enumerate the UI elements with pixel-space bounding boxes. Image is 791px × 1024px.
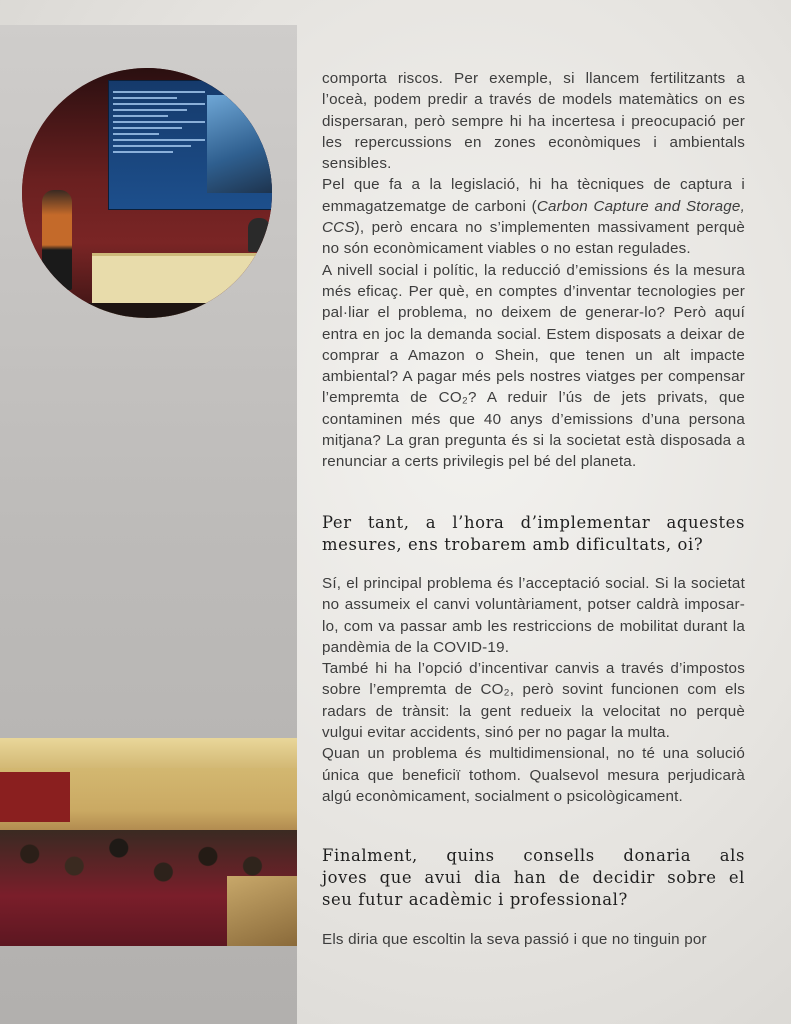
article-text-block-1 — [322, 68, 745, 473]
conference-photo — [22, 68, 272, 318]
paragraph: A nivell social i polític, la reducció d’emissions és la mesura més eficaç. Per què, en comptes d’inventar tecnologies per pal·liar el problema, no deixem de generar-lo? Però aquí entra en joc la demanda social. Estem disposats a deixar de comprar a Amazon o Shein, que tenen un alt impacte ambiental? A pagar més pels nostres viatges per compensar l’empremta de CO₂? A reduir l’ús de jets privats, que contaminen més que 40 anys d’emissions d’una persona mitjana? La gran pregunta és si la societat està disposada a renunciar a certs privilegis pel bé del planeta. — [322, 261, 745, 471]
article-text-block-2 — [322, 573, 745, 807]
auditorium-photo — [0, 738, 297, 946]
interview-question: Finalment, quins consells donaria als joves que avui dia han de decidir sobre el seu futur acadèmic i professional? — [322, 846, 745, 909]
paragraph: Els diria que escoltin la seva passió i que no tinguin por — [322, 931, 707, 948]
interview-question: Per tant, a l’hora d’implementar aquestes mesures, ens trobarem amb dificultats, oi? — [322, 513, 745, 554]
paragraph: comporta riscos. Per exemple, si llancem fertilitzants a l’oceà, podem predir a través de models matemàtics on es dispersaran, però sempre hi ha incertesa i preocupació per les repercussions en zones econòmiques i ambientals sensibles. — [322, 70, 745, 173]
article-text-block-3 — [322, 929, 745, 950]
paragraph: Quan un problema és multidimensional, no té una solució única que beneficiï tothom. Qualsevol mesura perjudicarà algú econòmicament, socialment o psicològicament. — [322, 745, 745, 805]
paragraph: Pel que fa a la legislació, hi ha tècniques de captura i emmagatzematge de carboni (Carbon Capture and Storage, CCS), però encara no s’implementen massivament perquè no són econòmicament viables o no estan regulades. — [322, 176, 745, 258]
projection-screen — [108, 80, 272, 210]
paragraph: També hi ha l’opció d’incentivar canvis a través d’impostos sobre l’empremta de CO₂, però sovint funcionen com els radars de trànsit: la gent redueix la velocitat no perquè vulgui evitar accidents, sinó per no pagar la multa. — [322, 660, 745, 742]
speaker-figure — [42, 190, 72, 290]
paragraph: Sí, el principal problema és l’acceptació social. Si la societat no assumeix el canvi voluntàriament, potser caldrà imposar-lo, com va passar amb les restriccions de mobilitat durant la pandèmia de la COVID-19. — [322, 575, 745, 656]
